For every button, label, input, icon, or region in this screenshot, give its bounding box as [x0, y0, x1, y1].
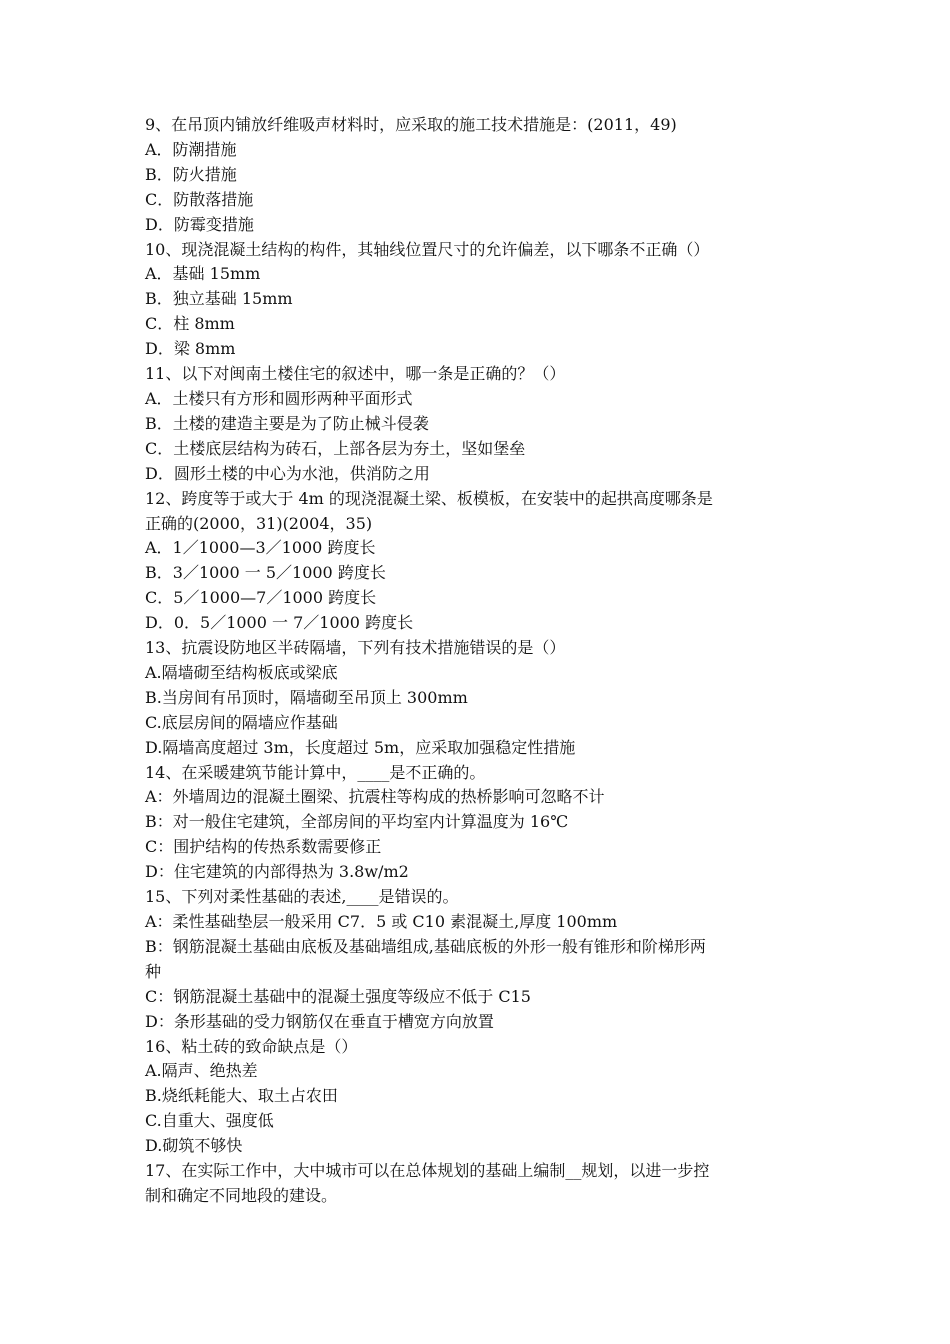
answer-option: B：对一般住宅建筑，全部房间的平均室内计算温度为 16℃ [145, 812, 569, 832]
answer-option: B．独立基础 15mm [145, 289, 293, 309]
question-block [145, 1035, 815, 1160]
answer-option: B．防火措施 [145, 164, 237, 184]
answer-option: A：柔性基础垫层一般采用 C7．5 或 C10 素混凝土,厚度 100mm [145, 912, 618, 931]
answer-option: D．防霉变措施 [145, 214, 254, 234]
answer-option: D．圆形土楼的中心为水池，供消防之用 [145, 463, 430, 483]
answer-option: A.隔声、绝热差 [145, 1061, 258, 1081]
answer-option: D：住宅建筑的内部得热为 3.8w/m2 [145, 862, 409, 882]
answer-option: D．0．5／1000 一 7／1000 跨度长 [145, 613, 414, 633]
answer-option: A．基础 15mm [145, 264, 261, 284]
answer-option: B.当房间有吊顶时，隔墙砌至吊顶上 300mm [145, 687, 468, 707]
question-block [145, 885, 815, 1034]
question-stem-line: 制和确定不同地段的建设。 [145, 1185, 338, 1205]
answer-option: B.烧纸耗能大、取土占农田 [145, 1086, 338, 1106]
question-stem-line: 17、在实际工作中，大中城市可以在总体规划的基础上编制__规划，以进一步控 [145, 1161, 710, 1181]
question-stem-line: 9、在吊顶内铺放纤维吸声材料时，应采取的施工技术措施是：(2011，49) [145, 115, 677, 134]
answer-option: D：条形基础的受力钢筋仅在垂直于槽宽方向放置 [145, 1011, 494, 1031]
question-block [145, 113, 815, 238]
answer-option: A．防潮措施 [145, 139, 237, 159]
answer-option: C.底层房间的隔墙应作基础 [145, 712, 338, 732]
question-stem-line: 12、跨度等于或大于 4m 的现浇混凝土梁、板模板，在安装中的起拱高度哪条是 [145, 488, 713, 508]
question-block [145, 238, 815, 363]
answer-option: B．土楼的建造主要是为了防止械斗侵袭 [145, 413, 429, 433]
question-block [145, 362, 815, 487]
question-block [145, 487, 815, 636]
answer-option: 种 [145, 961, 162, 981]
question-stem-line: 正确的(2000，31)(2004，35) [145, 513, 373, 533]
answer-option: C．5／1000—7／1000 跨度长 [145, 588, 377, 608]
answer-option: D.隔墙高度超过 3m，长度超过 5m，应采取加强稳定性措施 [145, 737, 576, 757]
answer-option: C：钢筋混凝土基础中的混凝土强度等级应不低于 C15 [145, 986, 531, 1006]
answer-option: B．3／1000 一 5／1000 跨度长 [145, 563, 386, 583]
question-stem-line: 10、现浇混凝土结构的构件，其轴线位置尺寸的允许偏差，以下哪条不正确（） [145, 239, 710, 259]
answer-option: D.砌筑不够快 [145, 1136, 243, 1156]
answer-option: A：外墙周边的混凝土圈梁、抗震柱等构成的热桥影响可忽略不计 [145, 787, 605, 807]
question-block [145, 761, 815, 886]
question-stem-line: 16、粘土砖的致命缺点是（） [145, 1036, 358, 1056]
question-block [145, 636, 815, 761]
document-page [145, 113, 815, 1209]
answer-option: D．梁 8mm [145, 339, 236, 359]
answer-option: B：钢筋混凝土基础由底板及基础墙组成,基础底板的外形一般有锥形和阶梯形两 [145, 936, 706, 956]
question-block [145, 1159, 815, 1209]
answer-option: A．土楼只有方形和圆形两种平面形式 [145, 388, 413, 408]
question-stem-line: 15、下列对柔性基础的表述,____是错误的。 [145, 887, 459, 907]
answer-option: A．1／1000—3／1000 跨度长 [145, 538, 376, 558]
answer-option: C．柱 8mm [145, 314, 235, 334]
answer-option: C.自重大、强度低 [145, 1111, 274, 1131]
question-stem-line: 11、以下对闽南土楼住宅的叙述中，哪一条是正确的？（） [145, 364, 566, 384]
answer-option: C．防散落措施 [145, 189, 254, 209]
answer-option: A.隔墙砌至结构板底或梁底 [145, 662, 338, 682]
question-stem-line: 13、抗震设防地区半砖隔墙，下列有技术措施错误的是（） [145, 638, 566, 658]
answer-option: C．土楼底层结构为砖石，上部各层为夯土，坚如堡垒 [145, 438, 526, 458]
question-stem-line: 14、在采暖建筑节能计算中，____是不正确的。 [145, 762, 486, 782]
answer-option: C：围护结构的传热系数需要修正 [145, 837, 382, 857]
